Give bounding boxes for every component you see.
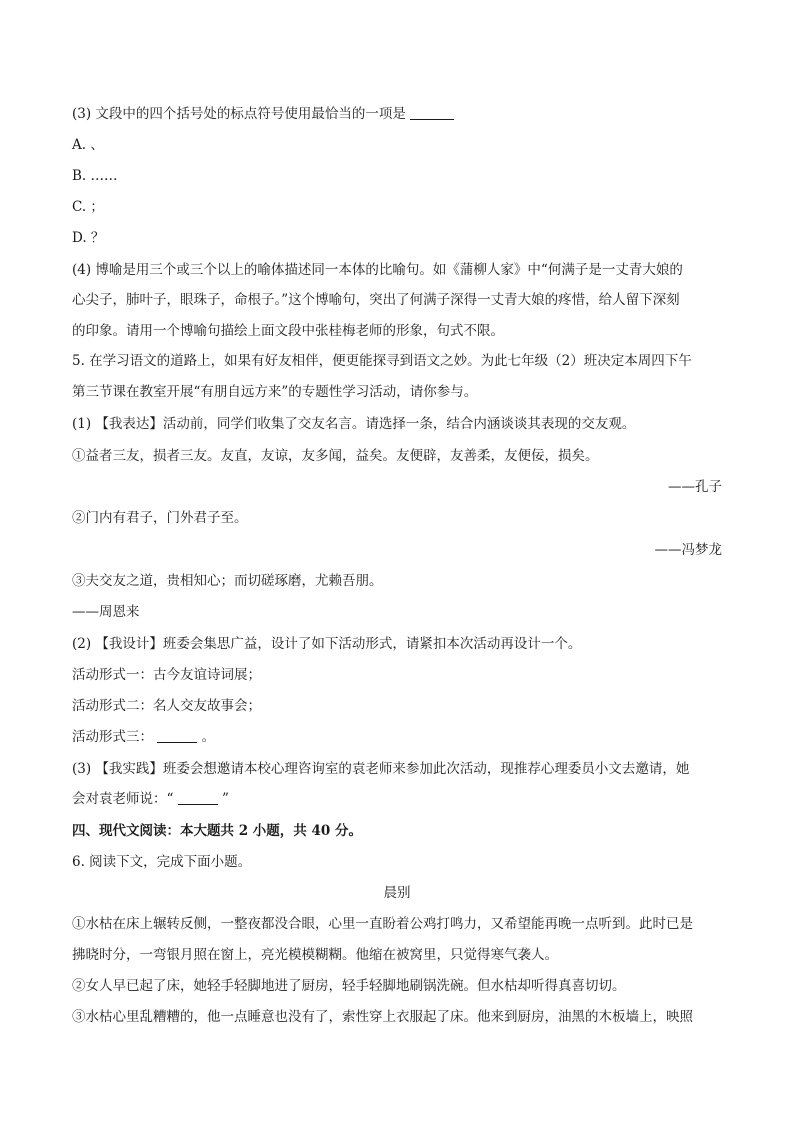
quote-2-author: ——冯梦龙: [654, 542, 722, 558]
passage-title: 晨别: [383, 885, 411, 901]
quote-3: ③夫交友之道，贵相知心；而切磋琢磨，尤赖吾朋。: [72, 573, 383, 589]
question-5-sub-1: (1) 【我表达】活动前，同学们收集了交友名言。请选择一条，结合内涵谈谈其表现的交友观。: [72, 416, 636, 432]
quote-2: ②门内有君子，门外君子至。: [72, 510, 248, 526]
passage-paragraph-3-line-1: ③水枯心里乱糟糟的，他一点睡意也没有了，索性穿上衣服起了床。他来到厨房，油黑的木板墙上，映照: [72, 1009, 693, 1025]
quote-1: ①益者三友，损者三友。友直，友谅，友多闻，益矣。友便辟，友善柔，友便佞，损矣。: [72, 448, 599, 464]
question-5-sub-3-line-1: (3) 【我实践】班委会想邀请本校心理咨询室的袁老师来参加此次活动，现推荐心理委员小文去邀请，她: [72, 761, 690, 777]
option-b: B. ……: [72, 168, 118, 184]
question-5-sub-3-prefix: 会对袁老师说：“: [72, 791, 174, 807]
question-4-line-2: 心尖子，肺叶子，眼珠子，命根子。”这个博喻句，突出了何满子深得一丈青大娘的疼惜，给人留下深刻: [72, 292, 680, 308]
quote-1-author: ——孔子: [668, 479, 722, 495]
activity-form-2: 活动形式二：名人交友故事会；: [72, 698, 261, 714]
question-5-line-1: 5. 在学习语文的道路上，如果有好友相伴，便更能探寻到语文之妙。为此七年级（2）班决定本周四下午: [72, 353, 692, 369]
activity-form-3-end: 。: [201, 729, 216, 745]
activity-form-1: 活动形式一：古今友谊诗词展；: [72, 667, 261, 683]
activity-form-3-label: 活动形式三：: [72, 729, 153, 745]
question-6: 6. 阅读下文，完成下面小题。: [72, 854, 252, 870]
answer-blank: [410, 105, 454, 120]
passage-paragraph-1-line-2: 拂晓时分，一弯银月照在窗上，亮光模模糊糊。他缩在被窝里，只觉得寒气袭人。: [72, 947, 558, 963]
answer-blank: [178, 790, 218, 805]
quote-3-author: ——周恩来: [72, 604, 140, 620]
question-5-sub-2: (2) 【我设计】班委会集思广益，设计了如下活动形式，请紧扣本次活动再设计一个。: [72, 636, 582, 652]
answer-blank: [157, 728, 197, 743]
question-5-sub-3-suffix: ”: [222, 791, 229, 807]
option-a: A. 、: [72, 137, 104, 153]
question-4-line-3: 的印象。请用一个博喻句描绘上面文段中张桂梅老师的形象，句式不限。: [72, 323, 504, 339]
passage-paragraph-1-line-1: ①水枯在床上辗转反侧，一整夜都没合眼，心里一直盼着公鸡打鸣力，又希望能再晚一点听到。此时已是: [72, 916, 693, 932]
question-5-line-2: 第三节课在教室开展“有朋自远方来”的专题性学习活动，请你参与。: [72, 384, 478, 400]
question-3-text: (3) 文段中的四个括号处的标点符号使用最恰当的一项是: [72, 106, 406, 122]
question-4-line-1: (4) 博喻是用三个或三个以上的喻体描述同一本体的比喻句。如《蒲柳人家》中“何满子是一丈青大娘的: [72, 262, 683, 278]
question-3: [72, 104, 722, 124]
question-5-sub-3-line-2: [72, 789, 722, 809]
option-c: C. ；: [72, 199, 104, 215]
option-d: D. ？: [72, 230, 105, 246]
section-4-heading: 四、现代文阅读：本大题共 2 小题，共 40 分。: [72, 823, 362, 839]
activity-form-3: [72, 727, 722, 747]
passage-paragraph-2: ②女人早已起了床，她轻手轻脚地进了厨房，轻手轻脚地刷锅洗碗。但水枯却听得真喜切切。: [72, 978, 626, 994]
